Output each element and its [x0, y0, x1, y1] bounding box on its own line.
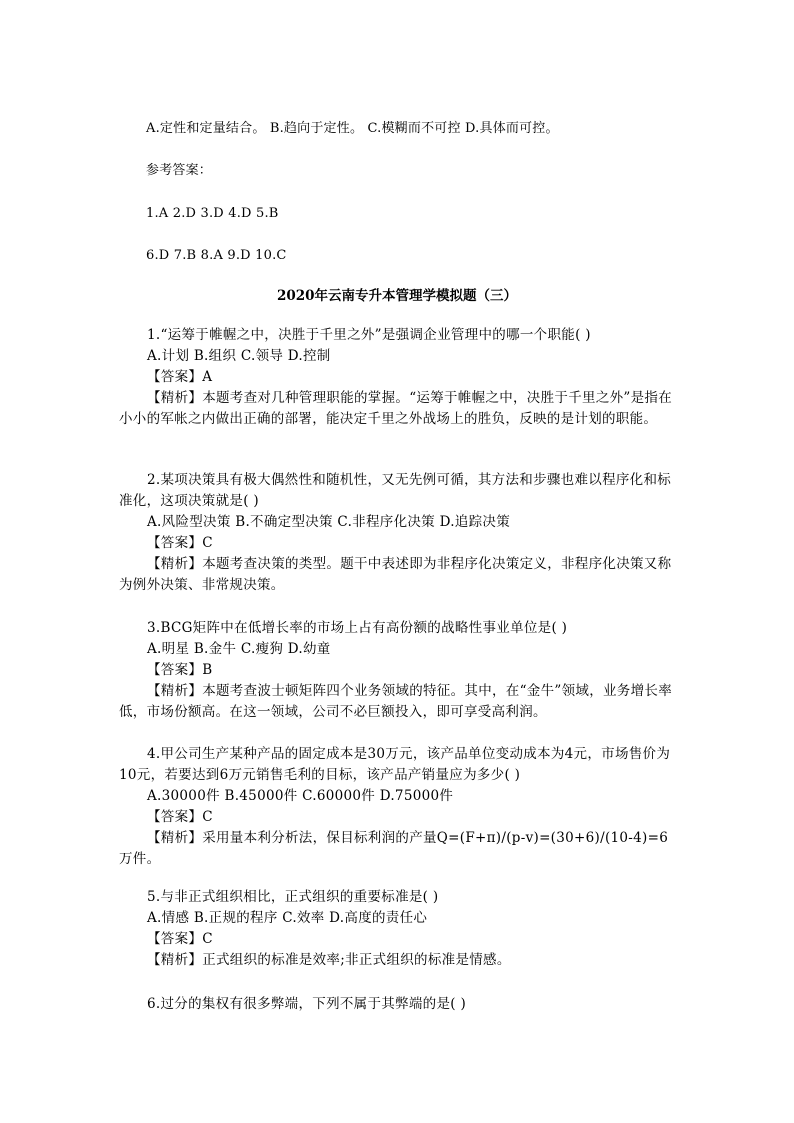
- question-answer: 【答案】C: [147, 535, 213, 551]
- question-analysis: 【精析】采用量本利分析法，保目标利润的产量Q=(F+π)/(p-v)=(30+6)/(10-4)=6万件。: [119, 830, 669, 867]
- question-1: [119, 325, 679, 430]
- question-options: A.明星 B.金牛 C.瘦狗 D.幼童: [147, 641, 331, 657]
- question-2: [119, 470, 679, 596]
- question-stem: 5.与非正式组织相比，正式组织的重要标准是( ): [147, 889, 439, 905]
- question-4: [119, 744, 679, 870]
- question-answer: 【答案】C: [147, 809, 213, 825]
- question-analysis: 【精析】本题考查波士顿矩阵四个业务领域的特征。其中，在“金牛”领域，业务增长率低，市场份额高。在这一领域，公司不必巨额投入，即可享受高利润。: [119, 683, 673, 720]
- question-analysis: 【精析】本题考查对几种管理职能的掌握。“运筹于帷幄之中，决胜于千里之外”是指在小小的军帐之内做出正确的部署，能决定千里之外战场上的胜负，反映的是计划的职能。: [119, 390, 673, 427]
- question-answer: 【答案】C: [147, 931, 213, 947]
- question-stem: 3.BCG矩阵中在低增长率的市场上占有高份额的战略性事业单位是( ): [147, 620, 568, 636]
- answer-key-row-1: 1.A 2.D 3.D 4.D 5.B: [146, 206, 279, 221]
- answer-key-label: 参考答案：: [146, 163, 213, 178]
- question-stem: 2.某项决策具有极大偶然性和随机性，又无先例可循，其方法和步骤也难以程序化和标准化，这项决策就是( ): [119, 472, 672, 509]
- question-answer: 【答案】A: [147, 369, 213, 385]
- question-options: A.30000件 B.45000件 C.60000件 D.75000件: [147, 788, 454, 804]
- question-analysis: 【精析】本题考查决策的类型。题干中表述即为非程序化决策定义，非程序化决策又称为例外决策、非常规决策。: [119, 556, 672, 593]
- question-6: [119, 994, 679, 1015]
- question-options: A.风险型决策 B.不确定型决策 C.非程序化决策 D.追踪决策: [147, 514, 510, 530]
- question-options: A.情感 B.正规的程序 C.效率 D.高度的责任心: [147, 910, 428, 926]
- prev-options: A.定性和定量结合。 B.趋向于定性。 C.模糊而不可控 D.具体而可控。: [146, 121, 559, 136]
- question-3: [119, 618, 679, 723]
- question-options: A.计划 B.组织 C.领导 D.控制: [147, 348, 331, 364]
- question-stem: 6.过分的集权有很多弊端，下列不属于其弊端的是( ): [147, 996, 467, 1012]
- page-title: 2020年云南专升本管理学模拟题（三）: [276, 288, 518, 304]
- question-5: [119, 887, 679, 971]
- answer-key-row-2: 6.D 7.B 8.A 9.D 10.C: [146, 248, 287, 263]
- question-stem: 4.甲公司生产某种产品的固定成本是30万元，该产品单位变动成本为4元，市场售价为10元，若要达到6万元销售毛利的目标，该产品产销量应为多少( ): [119, 746, 671, 783]
- question-analysis: 【精析】正式组织的标准是效率;非正式组织的标准是情感。: [147, 952, 511, 968]
- question-answer: 【答案】B: [147, 662, 213, 678]
- question-stem: 1.“运筹于帷幄之中，决胜于千里之外”是强调企业管理中的哪一个职能( ): [147, 327, 591, 343]
